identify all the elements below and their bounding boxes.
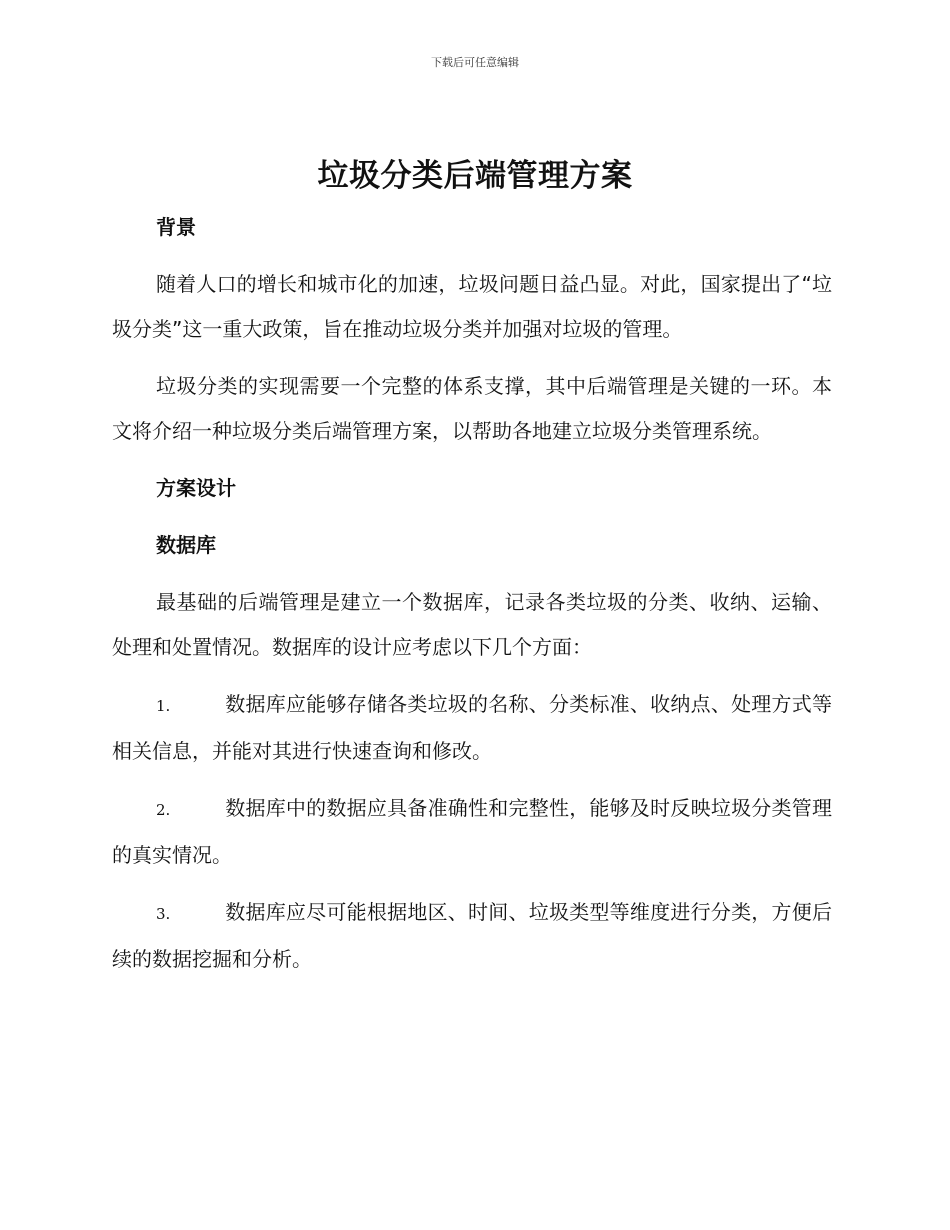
paragraph-background-1: 随着人口的增长和城市化的加速，垃圾问题日益凸显。对此，国家提出了“垃圾分类”这一重大政策，旨在推动垃圾分类并加强对垃圾的管理。 xyxy=(112,272,832,341)
list-item-number: 1. xyxy=(156,697,171,715)
header-note: 下载后可任意编辑 xyxy=(431,56,519,69)
list-item xyxy=(112,786,832,878)
paragraph-background-2: 垃圾分类的实现需要一个完整的体系支撑，其中后端管理是关键的一环。本文将介绍一种垃圾分类后端管理方案，以帮助各地建立垃圾分类管理系统。 xyxy=(112,374,832,443)
paragraph-database-1: 最基础的后端管理是建立一个数据库，记录各类垃圾的分类、收纳、运输、处理和处置情况。数据库的设计应考虑以下几个方面： xyxy=(112,590,832,659)
list-item xyxy=(112,682,832,774)
list-item-text: 数据库中的数据应具备准确性和完整性，能够及时反映垃圾分类管理的真实情况。 xyxy=(112,796,832,867)
list-item-number: 3. xyxy=(156,905,171,923)
list-item xyxy=(112,890,832,982)
document-title: 垃圾分类后端管理方案 xyxy=(317,158,633,194)
section-heading-background: 背景 xyxy=(156,215,196,239)
section-heading-design: 方案设计 xyxy=(156,476,236,500)
list-item-text: 数据库应尽可能根据地区、时间、垃圾类型等维度进行分类，方便后续的数据挖掘和分析。 xyxy=(112,900,832,971)
document-body xyxy=(112,205,832,994)
list-item-number: 2. xyxy=(156,801,171,819)
list-item-text: 数据库应能够存储各类垃圾的名称、分类标准、收纳点、处理方式等相关信息，并能对其进行快速查询和修改。 xyxy=(112,692,832,763)
section-heading-database: 数据库 xyxy=(156,533,216,557)
